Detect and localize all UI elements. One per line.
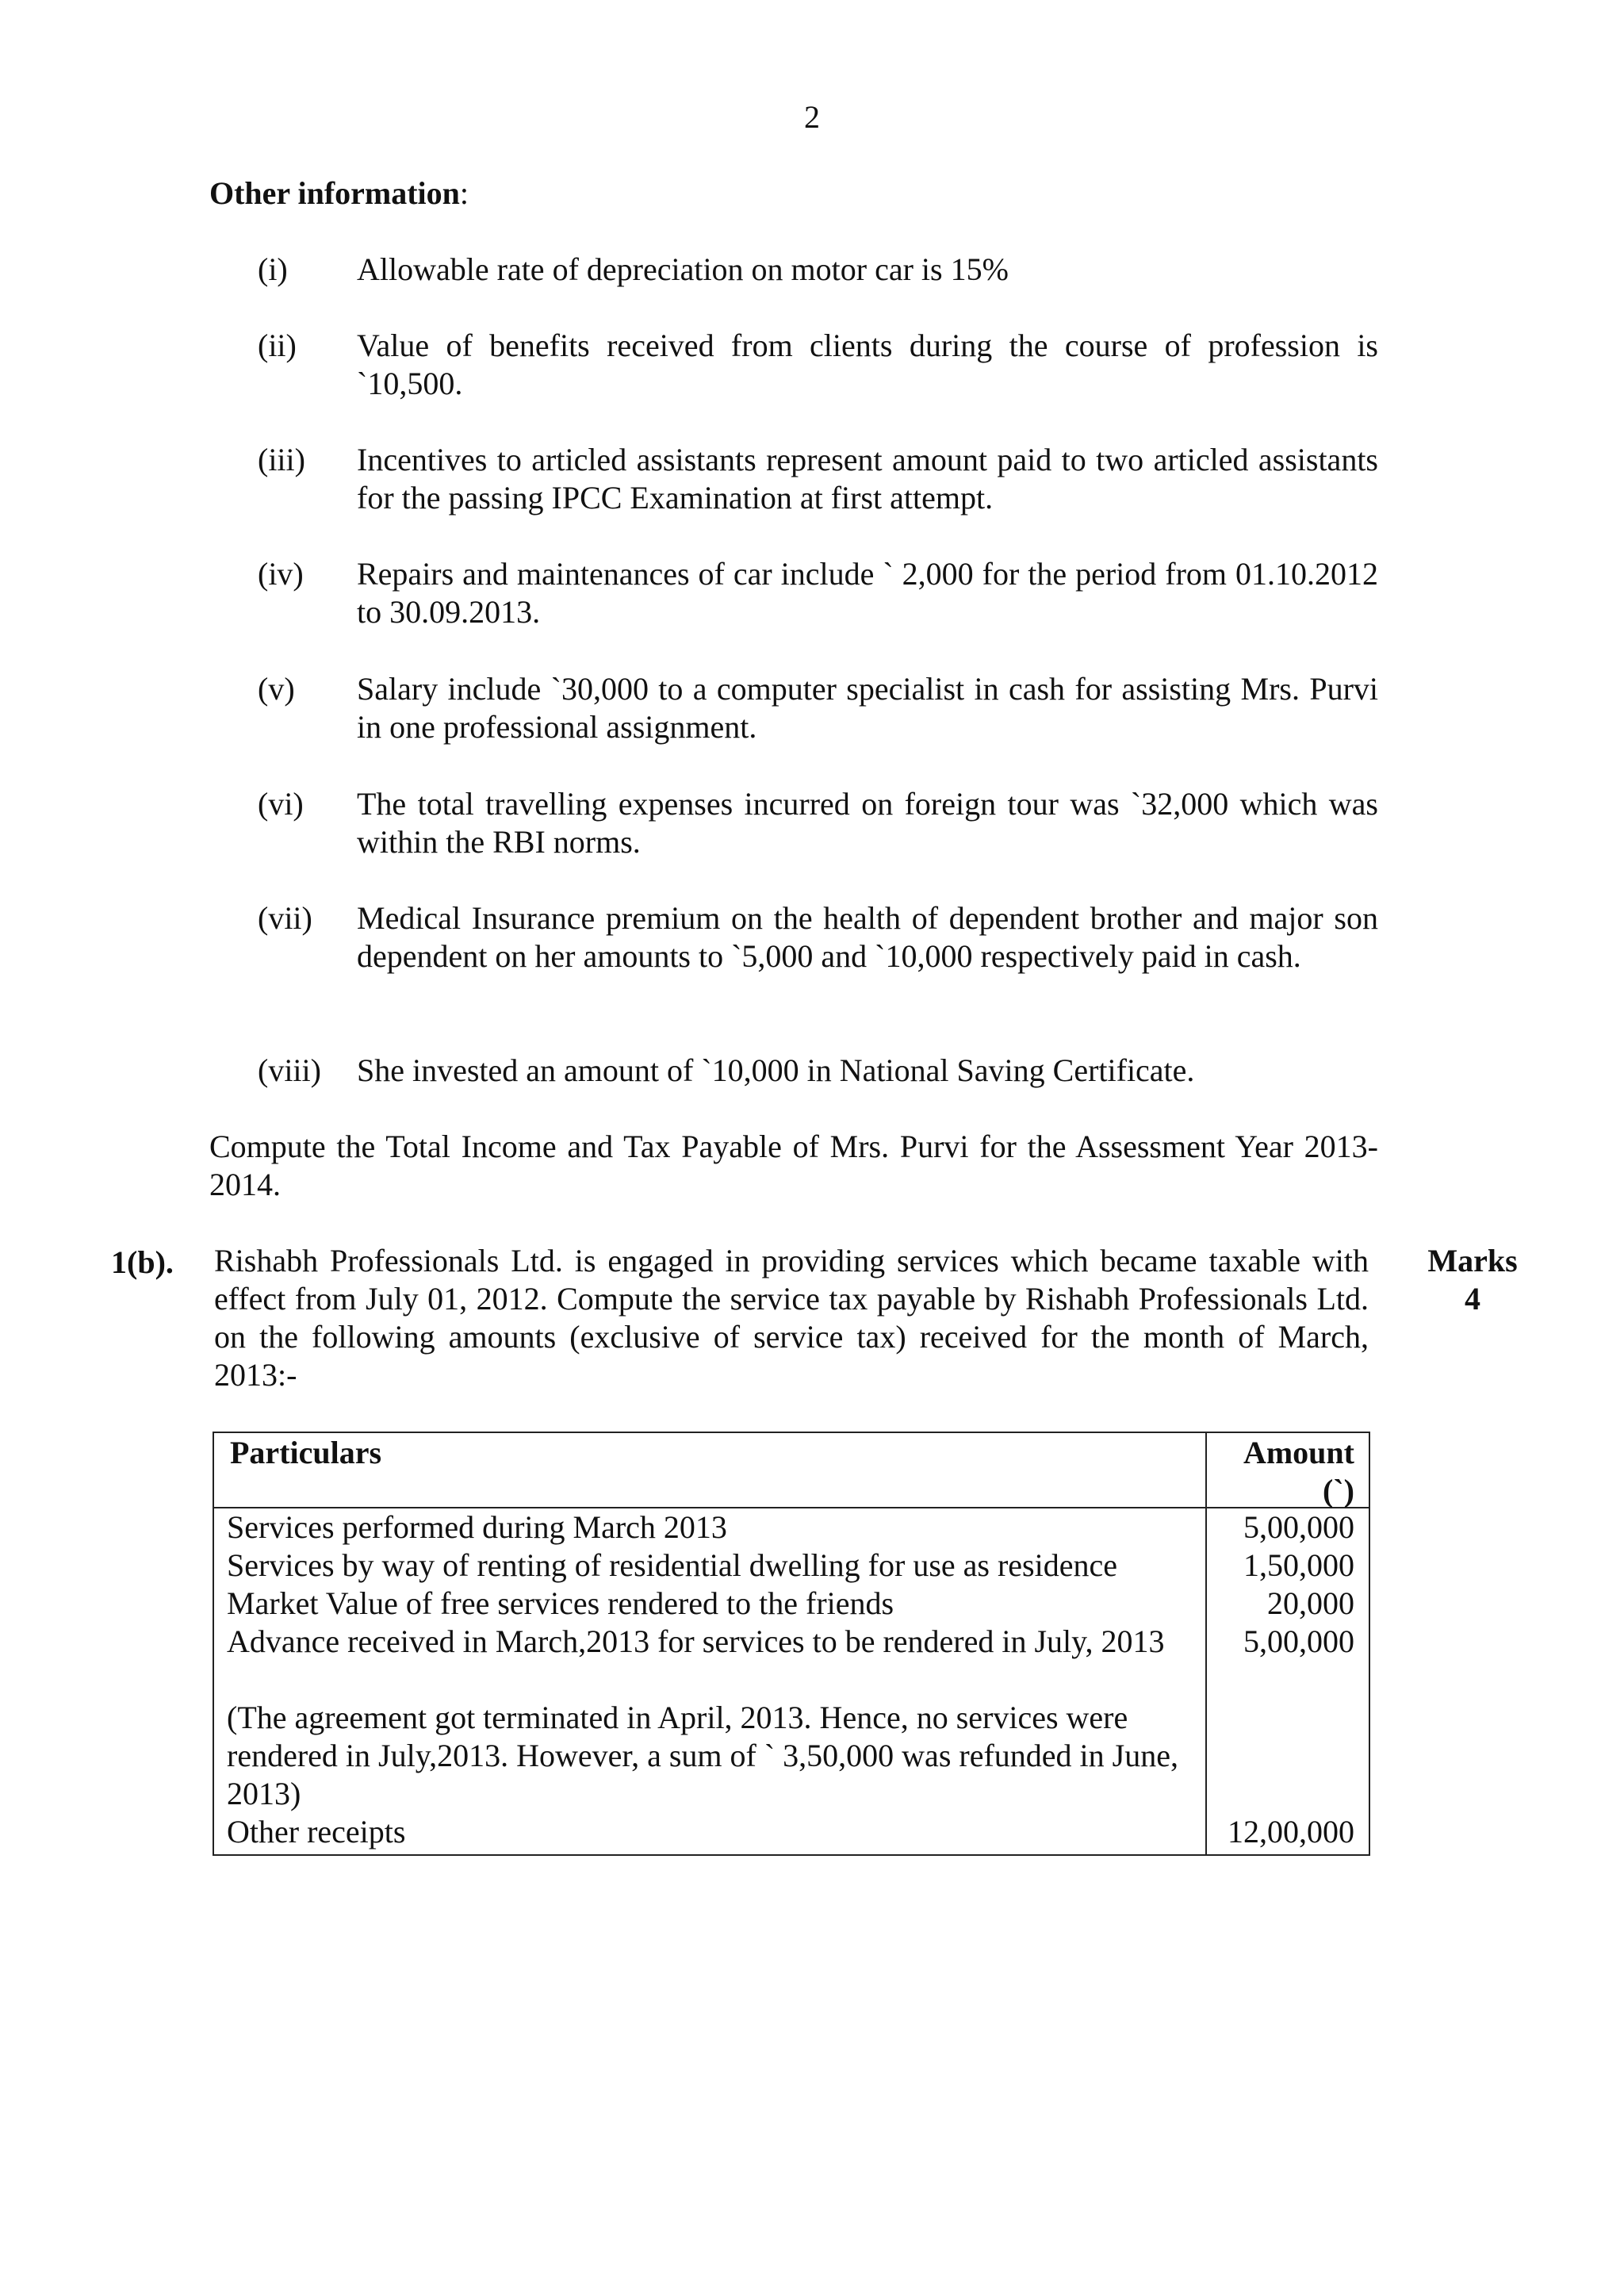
- compute-instruction: Compute the Total Income and Tax Payable of Mrs. Purvi for the Assessment Year 2013-2014.: [209, 1129, 1378, 1202]
- section-heading-text: Other information: [209, 175, 460, 211]
- section-heading: [209, 173, 469, 214]
- item-text: Allowable rate of depreciation on motor car is 15%: [357, 251, 1009, 287]
- question-text: Rishabh Professionals Ltd. is engaged in providing services which became taxable with effect from July 01, 2012. Compute the service tax payable by Rishabh Professionals Ltd. on the following amounts (exclusive of service tax) received for the month of March, 2013:-: [214, 1243, 1369, 1393]
- table-header-amount-unit: (`): [1323, 1473, 1354, 1508]
- table-cell-particulars: (The agreement got terminated in April, 2013. Hence, no services were rendered in July,2013. However, a sum of ` 3,50,000 was refunded in June, 2013): [227, 1700, 1178, 1811]
- item-text: Value of benefits received from clients during the course of profession is `10,500.: [357, 328, 1378, 401]
- item-number: (iii): [258, 442, 305, 477]
- page-number: 2: [804, 99, 820, 135]
- table-cell-particulars: Other receipts: [227, 1814, 406, 1849]
- item-text: Salary include `30,000 to a computer specialist in cash for assisting Mrs. Purvi in one professional assignment.: [357, 671, 1378, 745]
- item-text: Repairs and maintenances of car include ` 2,000 for the period from 01.10.2012 to 30.09.2013.: [357, 556, 1378, 630]
- item-number: (vi): [258, 786, 304, 822]
- item-text: Medical Insurance premium on the health of dependent brother and major son dependent on her amounts to `5,000 and `10,000 respectively paid in cash.: [357, 900, 1378, 974]
- table-cell-amount: 1,50,000: [1243, 1547, 1354, 1583]
- heading-colon: :: [459, 175, 469, 211]
- item-text: The total travelling expenses incurred on foreign tour was `32,000 which was within the RBI norms.: [357, 786, 1378, 860]
- item-number: (viii): [258, 1052, 321, 1088]
- marks-label: Marks: [1427, 1243, 1518, 1278]
- item-number: (v): [258, 671, 295, 707]
- table-cell-particulars: Advance received in March,2013 for services to be rendered in July, 2013: [227, 1623, 1165, 1659]
- table-cell-amount: 20,000: [1267, 1585, 1354, 1621]
- item-number: (ii): [258, 328, 297, 363]
- table-header-amount: Amount: [1243, 1435, 1354, 1470]
- table-cell-amount: 5,00,000: [1243, 1623, 1354, 1659]
- table-cell-amount: 5,00,000: [1243, 1509, 1354, 1545]
- table-cell-amount: 12,00,000: [1228, 1814, 1354, 1849]
- item-number: (i): [258, 251, 288, 287]
- marks: [1413, 1242, 1532, 1318]
- question-number: 1(b).: [111, 1244, 174, 1280]
- item-number: (iv): [258, 556, 304, 592]
- table-header-particulars: Particulars: [230, 1435, 382, 1470]
- item-number: (vii): [258, 900, 312, 936]
- item-text: She invested an amount of `10,000 in National Saving Certificate.: [357, 1052, 1195, 1088]
- table-column-divider: [1205, 1432, 1207, 1856]
- marks-value: 4: [1465, 1281, 1480, 1317]
- table-cell-particulars: Market Value of free services rendered to the friends: [227, 1585, 894, 1621]
- table-cell-particulars: Services by way of renting of residential dwelling for use as residence: [227, 1547, 1117, 1583]
- table-cell-particulars: Services performed during March 2013: [227, 1509, 727, 1545]
- item-text: Incentives to articled assistants represent amount paid to two articled assistants for the passing IPCC Examination at first attempt.: [357, 442, 1378, 516]
